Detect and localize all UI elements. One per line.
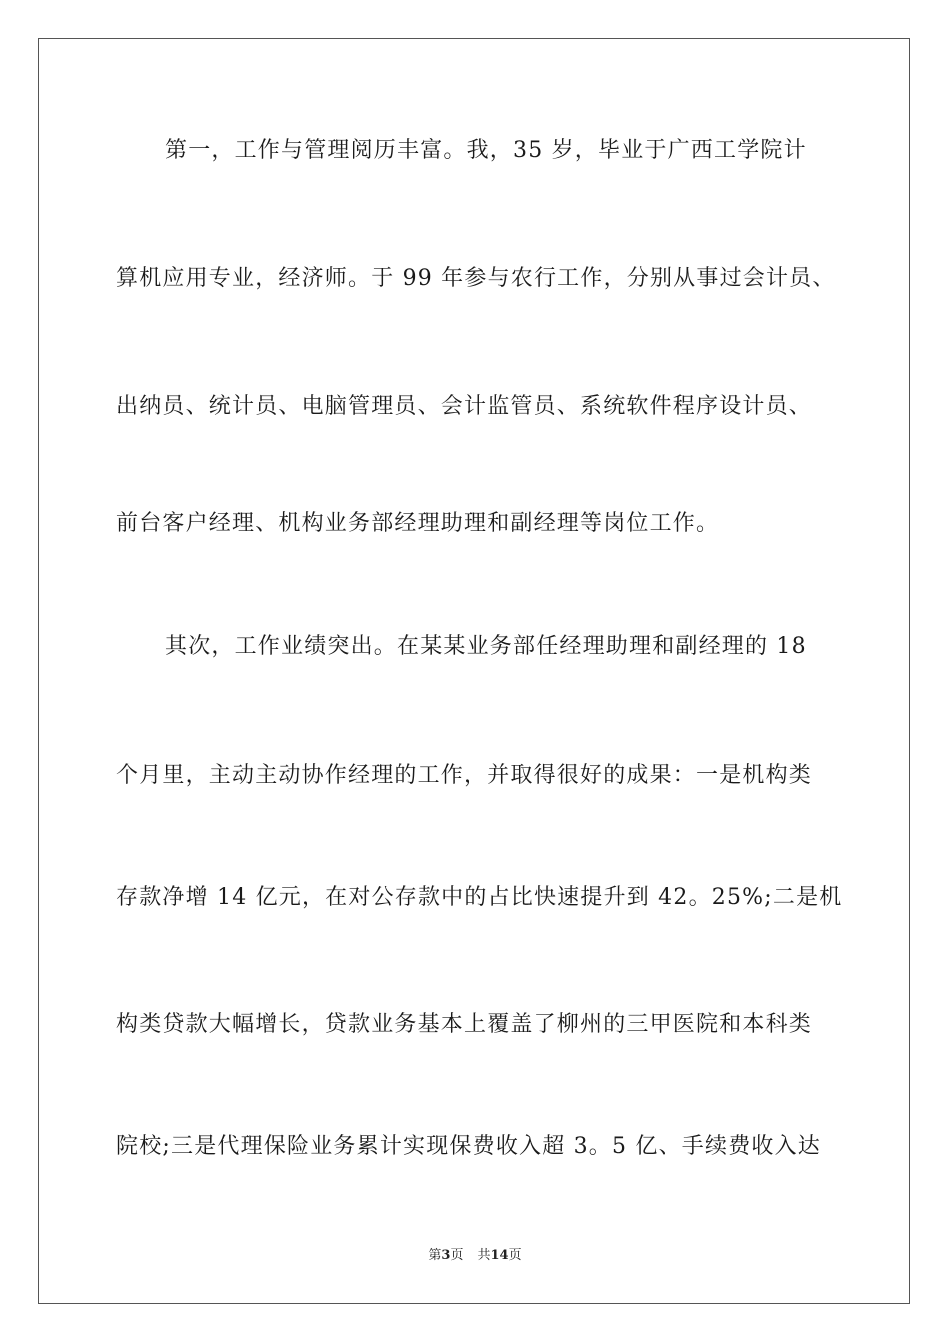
body-text-line: 个月里，主动主动协作经理的工作，并取得很好的成果：一是机构类 — [116, 763, 813, 788]
total-pages: 14 — [490, 1248, 509, 1263]
total-prefix: 共 — [477, 1248, 491, 1263]
body-text-line: 存款净增 14 亿元，在对公存款中的占比快速提升到 42。25%;二是机 — [116, 885, 843, 910]
body-text-line: 其次，工作业绩突出。在某某业务部任经理助理和副经理的 18 — [165, 634, 807, 659]
body-text-line: 院校;三是代理保险业务累计实现保费收入超 3。5 亿、手续费收入达 — [116, 1134, 821, 1159]
body-text-line: 前台客户经理、机构业务部经理助理和副经理等岗位工作。 — [116, 511, 720, 536]
page-footer — [0, 1247, 950, 1265]
page-number: 3 — [441, 1248, 451, 1263]
body-text-line: 算机应用专业，经济师。于 99 年参与农行工作，分别从事过会计员、 — [116, 266, 836, 291]
body-text-line: 构类贷款大幅增长，贷款业务基本上覆盖了柳州的三甲医院和本科类 — [116, 1012, 813, 1037]
body-text-line: 第一，工作与管理阅历丰富。我，35 岁，毕业于广西工学院计 — [165, 138, 807, 163]
total-suffix: 页 — [508, 1248, 522, 1263]
body-text-line: 出纳员、统计员、电脑管理员、会计监管员、系统软件程序设计员、 — [116, 394, 813, 419]
page-border — [38, 38, 910, 1304]
page-prefix: 第 — [428, 1248, 442, 1263]
page-suffix: 页 — [450, 1248, 464, 1263]
